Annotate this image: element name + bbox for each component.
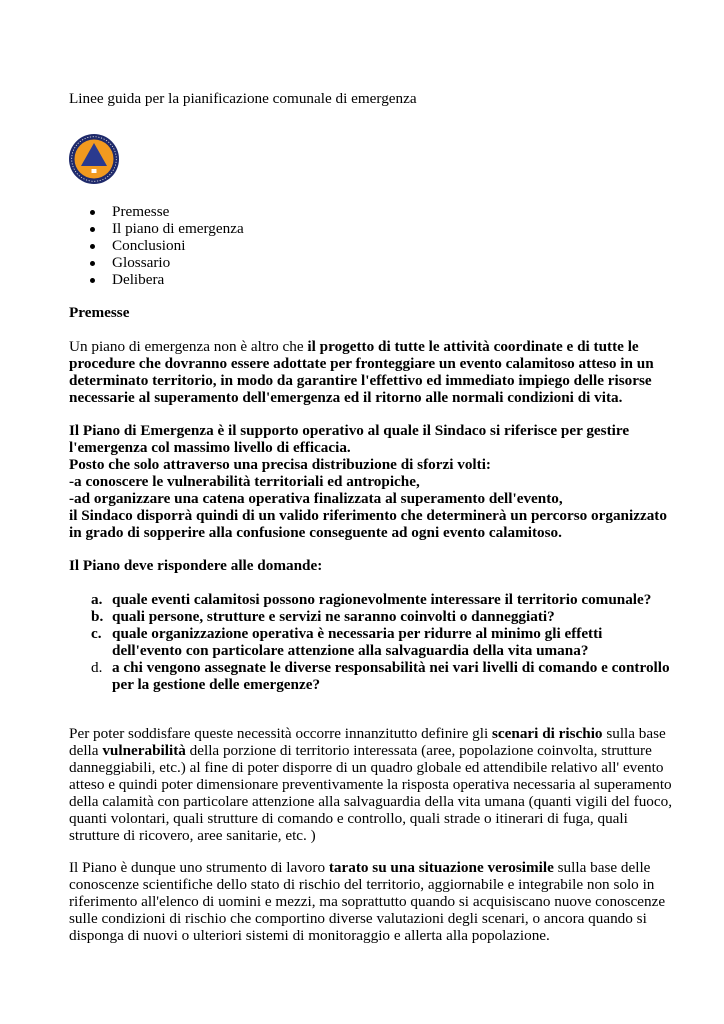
bullet-icon bbox=[90, 261, 95, 266]
text-run: sulla base bbox=[602, 725, 666, 742]
text-line bbox=[69, 338, 669, 355]
bold-text-line: determinato territorio, in modo da garantire l'effettivo ed immediato impiego delle risorse bbox=[69, 372, 652, 389]
bullet-icon bbox=[90, 278, 95, 283]
question-line: a chi vengono assegnate le diverse responsabilità nei vari livelli di comando e controllo bbox=[112, 659, 670, 676]
questions-intro: Il Piano deve rispondere alle domande: bbox=[69, 557, 323, 574]
toc-item-conclusioni[interactable] bbox=[69, 237, 244, 254]
bold-text-run: il progetto di tutte le attività coordinate e di tutte le bbox=[307, 338, 639, 355]
toc-item-piano[interactable] bbox=[69, 220, 244, 237]
text-run: Il Piano è dunque uno strumento di lavoro bbox=[69, 859, 329, 876]
text-line: disponga di nuovi o ulteriori sistemi di monitoraggio e allerta alla popolazione. bbox=[69, 927, 550, 944]
text-line bbox=[69, 859, 669, 876]
question-line: dell'evento con particolare attenzione alla salvaguardia della vita umana? bbox=[112, 642, 589, 659]
bullet-icon bbox=[90, 244, 95, 249]
bold-text-run: scenari di rischio bbox=[492, 725, 603, 742]
question-line: per la gestione delle emergenze? bbox=[112, 676, 321, 693]
text-run: della bbox=[69, 742, 103, 759]
section-heading-premesse: Premesse bbox=[69, 304, 130, 321]
toc-item-delibera[interactable] bbox=[69, 271, 244, 288]
question-item bbox=[69, 659, 669, 693]
text-line: -ad organizzare una catena operativa finalizzata al superamento dell'evento, bbox=[69, 490, 563, 507]
text-line: della calamità con particolare attenzione alla salvaguardia della vita umana (quanti vigili del fuoco, bbox=[69, 793, 673, 810]
text-line: Posto che solo attraverso una precisa distribuzione di sforzi volti: bbox=[69, 456, 491, 473]
bold-text-line: procedure che dovranno essere adottate per fronteggiare un evento calamitoso atteso in un bbox=[69, 355, 654, 372]
toc-item-label[interactable]: Conclusioni bbox=[112, 237, 186, 254]
toc-item-label[interactable]: Delibera bbox=[112, 271, 165, 288]
text-line: quanti volontari, quali strutture di comando e controllo, quali strade o itinerari di fuga, quali bbox=[69, 810, 628, 827]
text-line: il Sindaco disporrà quindi di un valido riferimento che determinerà un percorso organizzato bbox=[69, 507, 667, 524]
questions-list bbox=[69, 591, 669, 693]
text-run: sulla base delle bbox=[553, 859, 651, 876]
bold-text-line: necessarie al superamento dell'emergenza ed il ritorno alle normali condizioni di vita. bbox=[69, 389, 623, 406]
question-line: quali persone, strutture e servizi ne saranno coinvolti o danneggiati? bbox=[112, 608, 555, 625]
paragraph-risk-scenarios bbox=[69, 725, 673, 844]
toc-item-premesse[interactable] bbox=[69, 203, 244, 220]
toc-item-label[interactable]: Premesse bbox=[112, 203, 170, 220]
text-run: Per poter soddisfare queste necessità occorre innanzitutto definire gli bbox=[69, 725, 492, 742]
question-marker: b. bbox=[91, 608, 104, 625]
text-line: riferimento all'elenco di uomini e mezzi, ma soprattutto quando si acquisiscano nuove conoscenze bbox=[69, 893, 666, 910]
bullet-icon bbox=[90, 227, 95, 232]
paragraph-definition bbox=[69, 338, 669, 406]
paragraph-operational-support bbox=[69, 422, 669, 541]
question-marker: c. bbox=[91, 625, 102, 642]
question-item bbox=[69, 625, 669, 659]
question-line: quale eventi calamitosi possono ragionevolmente interessare il territorio comunale? bbox=[112, 591, 652, 608]
text-line bbox=[69, 742, 669, 759]
text-line: strutture di ricovero, aree sanitarie, etc. ) bbox=[69, 827, 316, 844]
toc-item-label[interactable]: Il piano di emergenza bbox=[112, 220, 244, 237]
text-line: sulle condizioni di rischio che comportino diverse valutazioni degli scenari, o ancora quando si bbox=[69, 910, 647, 927]
question-marker: d. bbox=[91, 659, 103, 676]
text-run: della porzione di territorio interessata (aree, popolazione coinvolta, strutture bbox=[185, 742, 652, 759]
text-line: -a conoscere le vulnerabilità territoriali ed antropiche, bbox=[69, 473, 420, 490]
text-line: in grado di sopperire alla confusione conseguente ad ogni evento calamitoso. bbox=[69, 524, 562, 541]
text-run: Un piano di emergenza non è altro che bbox=[69, 338, 308, 355]
bullet-icon bbox=[90, 210, 95, 215]
table-of-contents bbox=[69, 203, 244, 288]
text-line bbox=[69, 725, 669, 742]
paragraph-work-tool bbox=[69, 859, 669, 944]
toc-item-label[interactable]: Glossario bbox=[112, 254, 171, 271]
toc-item-glossario[interactable] bbox=[69, 254, 244, 271]
document-title: Linee guida per la pianificazione comunale di emergenza bbox=[69, 90, 417, 107]
text-line: danneggiabili, etc.) al fine di poter disporre di un quadro globale ed attendibile relativo all' evento bbox=[69, 759, 664, 776]
civil-protection-logo-icon bbox=[68, 133, 120, 185]
text-line: atteso e quindi poter dimensionare preventivamente la risposta operativa necessaria al superamento bbox=[69, 776, 672, 793]
question-line: quale organizzazione operativa è necessaria per ridurre al minimo gli effetti bbox=[112, 625, 603, 642]
text-line: conoscenze scientifiche dello stato di rischio del territorio, aggiornabile e integrabile non solo in bbox=[69, 876, 655, 893]
question-item bbox=[69, 591, 669, 608]
bold-text-run: tarato su una situazione verosimile bbox=[328, 859, 554, 876]
question-item bbox=[69, 608, 669, 625]
text-line: Il Piano di Emergenza è il supporto operativo al quale il Sindaco si riferisce per gestire bbox=[69, 422, 630, 439]
text-line: l'emergenza col massimo livello di efficacia. bbox=[69, 439, 351, 456]
question-marker: a. bbox=[91, 591, 103, 608]
bold-text-run: vulnerabilità bbox=[102, 742, 186, 759]
